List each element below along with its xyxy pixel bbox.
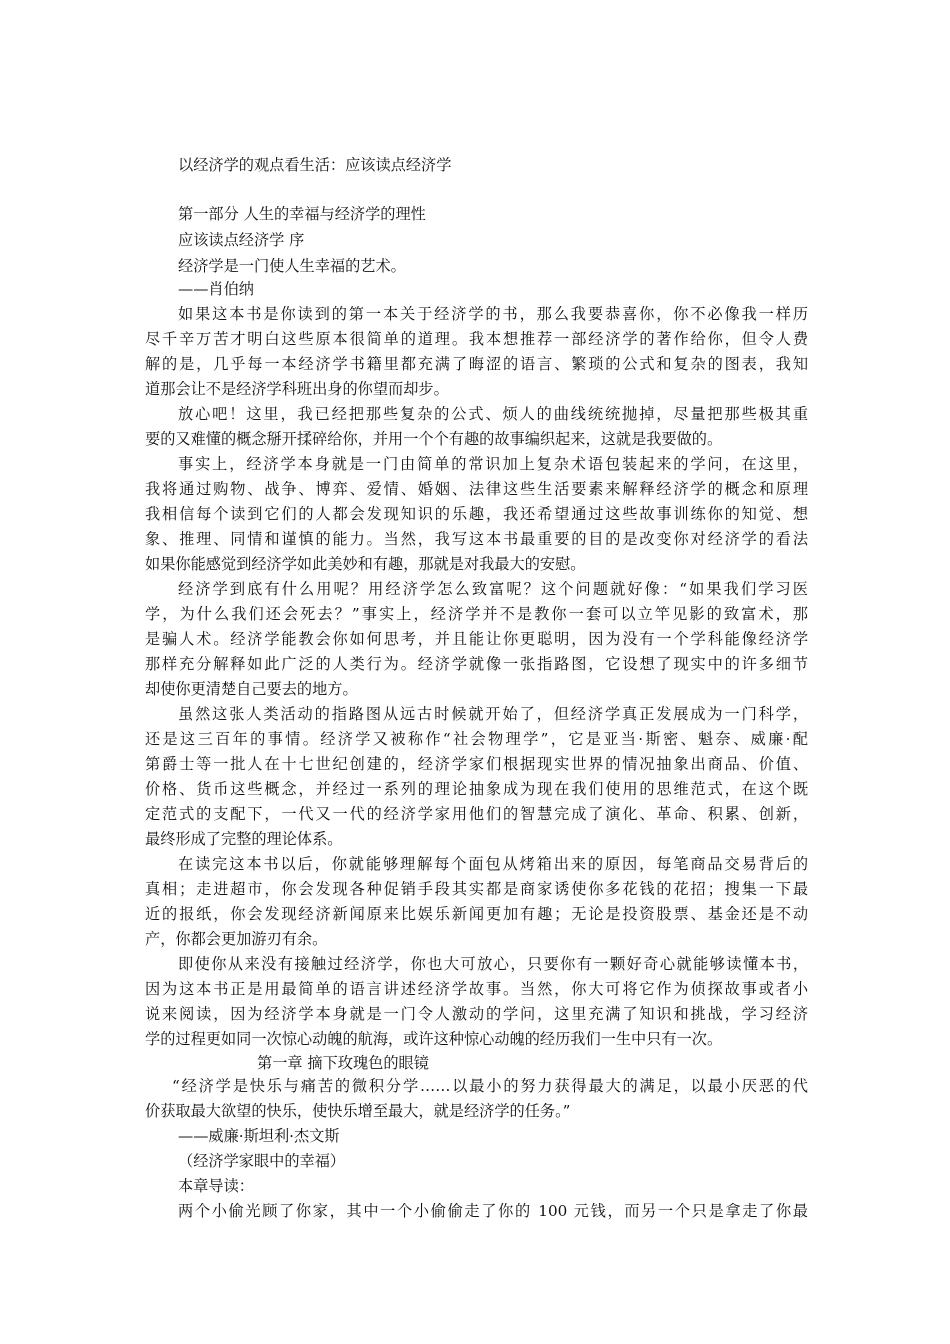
paragraph-line: 如果你能感觉到经济学如此美妙和有趣，那就是对我最大的安慰。	[145, 555, 586, 573]
epigraph: 经济学是一门使人生幸福的艺术。	[178, 257, 406, 275]
paragraph-line: 道那会让不是经济学科班出身的你望而却步。	[145, 380, 449, 398]
paragraph-line: 那样充分解释如此广泛的人类行为。经济学就像一张指路图，它设想了现实中的许多细节	[145, 655, 808, 673]
epigraph-author: ——肖伯纳	[178, 280, 254, 298]
paragraph-line: 因为这本书正是用最简单的语言讲述经济学故事。当然，你大可将它作为侦探故事或者小	[145, 980, 808, 998]
paragraph-line: 即使你从来没有接触过经济学，你也大可放心，只要你有一颗好奇心就能够读懂本书，	[178, 955, 808, 973]
paragraph-line: 象、推理、同情和谨慎的能力。当然，我写这本书最重要的目的是改变你对经济学的看法	[145, 530, 808, 548]
section-note: （经济学家眼中的幸福）	[178, 1152, 346, 1170]
chapter-heading: 第一章 摘下玫瑰色的眼镜	[257, 1054, 429, 1072]
preface-heading: 应该读点经济学 序	[178, 231, 305, 249]
paragraph-line: 虽然这张人类活动的指路图从远古时候就开始了，但经济学真正发展成为一门科学，	[178, 705, 808, 723]
guide-text: 两个小偷光顾了你家，其中一个小偷偷走了你的 100 元钱，而另一个只是拿走了你最	[178, 1202, 808, 1220]
paragraph-line: 说来阅读，因为经济学本身就是一门令人激动的学问，这里充满了知识和挑战，学习经济	[145, 1005, 808, 1023]
paragraph-line: 真相；走进超市，你会发现各种促销手段其实都是商家诱使你多花钱的花招；搜集一下最	[145, 880, 808, 898]
quote-line: “经济学是快乐与痛苦的微积分学……以最小的努力获得最大的满足，以最小厌恶的代	[172, 1077, 808, 1095]
paragraph-line: 学的过程更如同一次惊心动魄的航海，或许这种惊心动魄的经历我们一生中只有一次。	[145, 1030, 723, 1048]
chapter-quote-author: ——威廉·斯坦利·杰文斯	[178, 1127, 340, 1145]
paragraph-line: 却使你更清楚自己要去的地方。	[145, 680, 358, 698]
paragraph-line: 解的是，几乎每一本经济学书籍里都充满了晦涩的语言、繁琐的公式和复杂的图表，我知	[145, 355, 808, 373]
paragraph-line: 我将通过购物、战争、博弈、爱情、婚姻、法律这些生活要素来解释经济学的概念和原理	[145, 480, 808, 498]
guide-label: 本章导读：	[178, 1177, 254, 1195]
paragraph-line: 还是这三百年的事情。经济学又被称作“社会物理学”，它是亚当·斯密、魁奈、威廉·配	[145, 730, 808, 748]
paragraph-line: 是骗人术。经济学能教会你如何思考，并且能让你更聪明，因为没有一个学科能像经济学	[145, 630, 808, 648]
paragraph-line: 产，你都会更加游刃有余。	[145, 930, 328, 948]
quote-line: 价获取最大欲望的快乐，使快乐增至最大，就是经济学的任务。”	[145, 1102, 571, 1120]
paragraph-line: 定范式的支配下，一代又一代的经济学家用他们的智慧完成了演化、革命、积累、创新，	[145, 805, 808, 823]
paragraph-line: 尽千辛万苦才明白这些原本很简单的道理。我本想推荐一部经济学的著作给你，但令人费	[145, 330, 808, 348]
part-heading: 第一部分 人生的幸福与经济学的理性	[178, 205, 426, 223]
paragraph-line: 要的又难懂的概念掰开揉碎给你，并用一个个有趣的故事编织起来，这就是我要做的。	[145, 430, 723, 448]
paragraph-line: 第爵士等一批人在十七世纪创建的，经济学家们根据现实世界的情况抽象出商品、价值、	[145, 755, 808, 773]
paragraph-line: 近的报纸，你会发现经济新闻原来比娱乐新闻更加有趣；无论是投资股票、基金还是不动	[145, 905, 808, 923]
paragraph-line: 最终形成了完整的理论体系。	[145, 830, 343, 848]
paragraph-line: 放心吧！这里，我已经把那些复杂的公式、烦人的曲线统统抛掉，尽量把那些极其重	[178, 405, 808, 423]
paragraph-line: 价格、货币这些概念，并经过一系列的理论抽象成为现在我们使用的思维范式，在这个既	[145, 780, 808, 798]
paragraph-line: 在读完这本书以后，你就能够理解每个面包从烤箱出来的原因，每笔商品交易背后的	[178, 855, 808, 873]
paragraph-line: 如果这本书是你读到的第一本关于经济学的书，那么我要恭喜你，你不必像我一样历	[178, 305, 808, 323]
paragraph-line: 学，为什么我们还会死去？”事实上，经济学并不是教你一套可以立竿见影的致富术，那	[145, 605, 808, 623]
paragraph-line: 经济学到底有什么用呢？用经济学怎么致富呢？这个问题就好像：“如果我们学习医	[178, 580, 808, 598]
paragraph-line: 事实上，经济学本身就是一门由简单的常识加上复杂术语包装起来的学问，在这里，	[178, 455, 808, 473]
document-title: 以经济学的观点看生活：应该读点经济学	[178, 156, 452, 174]
paragraph-line: 我相信每个读到它们的人都会发现知识的乐趣，我还希望通过这些故事训练你的知觉、想	[145, 505, 808, 523]
